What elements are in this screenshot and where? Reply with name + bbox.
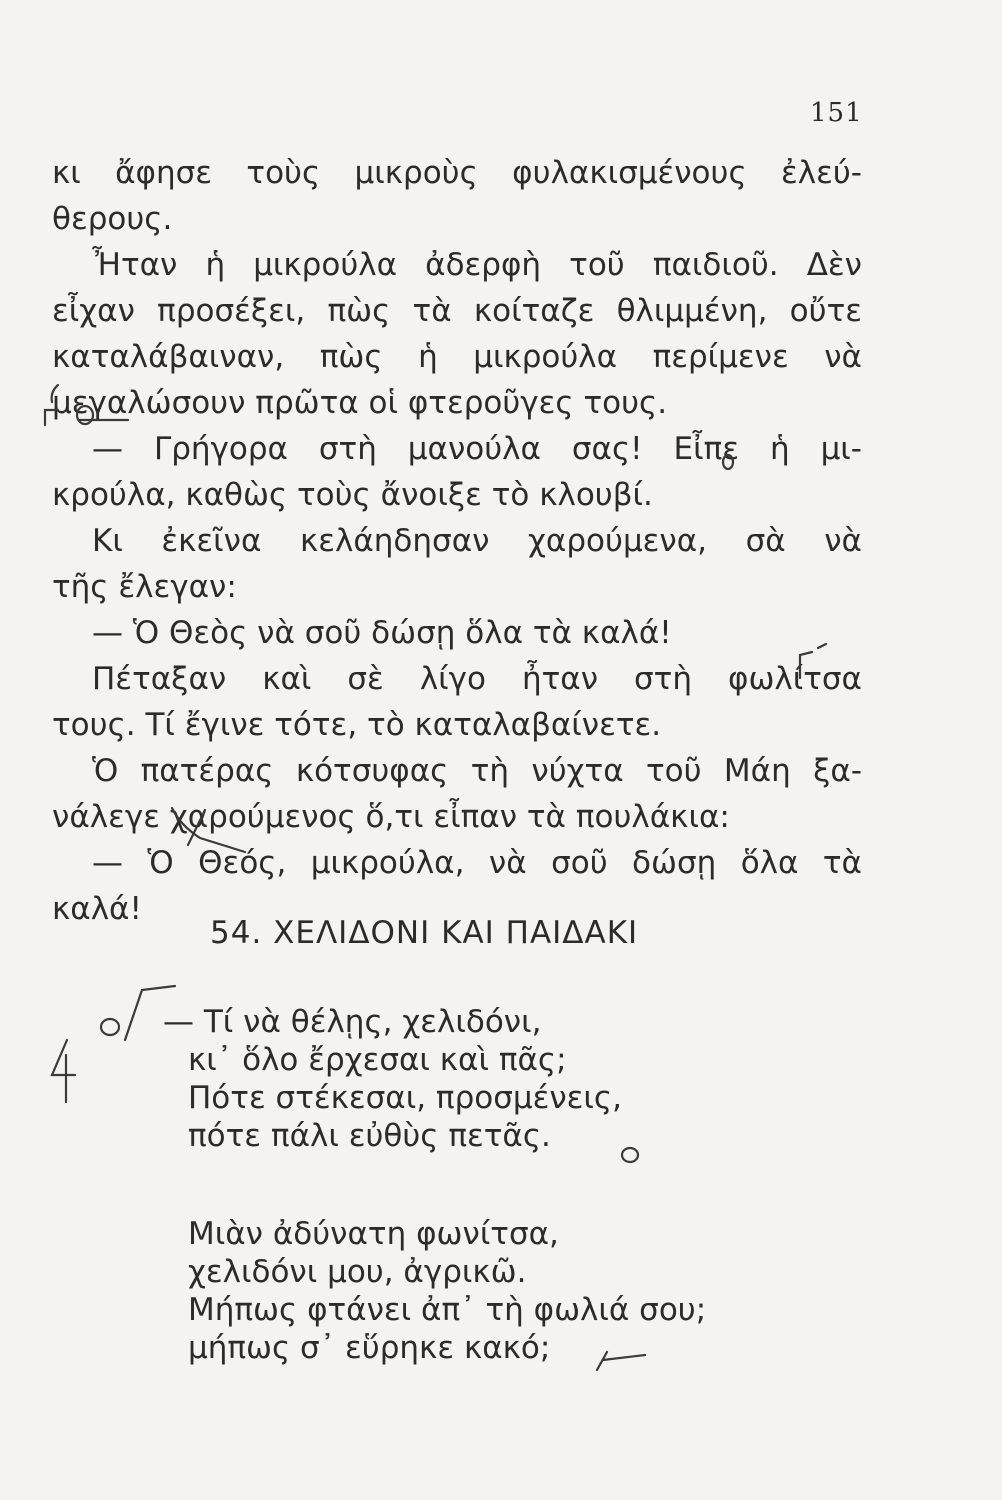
prose-line: κρούλα, καθὼς τοὺς ἄνοιξε τὸ κλουβί. [52, 477, 653, 513]
prose-line: — Γρήγορα στὴ μανούλα σας! Εἶπε ἡ μι- [92, 431, 862, 467]
poem-line: κι᾽ ὅλο ἔρχεσαι καὶ πᾶς; [188, 1042, 567, 1078]
poem-line: χελιδόνι μου, ἀγρικῶ. [188, 1254, 527, 1290]
prose-line: — Ὁ Θεός, μικρούλα, νὰ σοῦ δώσῃ ὅλα τὰ [92, 845, 862, 881]
poem-line: Μιὰν ἀδύνατη φωνίτσα, [188, 1216, 559, 1252]
pencil-mark-grade [52, 1040, 75, 1102]
prose-line: Πέταξαν καὶ σὲ λίγο ἦταν στὴ φωλίτσα [92, 661, 862, 697]
pencil-mark-o-grade [101, 1019, 119, 1035]
prose-line: Ὁ πατέρας κότσυφας τὴ νύχτα τοῦ Μάη ξα- [92, 753, 862, 789]
poem-heading: 54. ΧΕΛΙΔΟΝΙ ΚΑΙ ΠΑΙΔΑΚΙ [210, 915, 639, 951]
prose-line: κι ἄφησε τοὺς μικροὺς φυλακισμένους ἐλεύ- [52, 155, 862, 191]
prose-text [52, 150, 862, 932]
prose-line: θερους. [52, 201, 173, 237]
page-number: 151 [810, 98, 863, 128]
prose-line: — Ὁ Θεὸς νὰ σοῦ δώσῃ ὅλα τὰ καλά! [92, 615, 672, 651]
prose-line: Κι ἐκεῖνα κελάηδησαν χαρούμενα, σὰ νὰ [92, 523, 862, 559]
prose-line: Ἦταν ἡ μικρούλα ἀδερφὴ τοῦ παιδιοῦ. Δὲν [92, 247, 862, 283]
poem [163, 1003, 707, 1427]
poem-line: Πότε στέκεσαι, προσμένεις, [188, 1080, 622, 1116]
prose-line: τους. Τί ἔγινε τότε, τὸ καταλαβαίνετε. [52, 707, 662, 743]
poem-stanza-1 [163, 1003, 706, 1155]
prose-line: καταλάβαιναν, πὼς ἡ μικρούλα περίμενε νὰ [52, 339, 862, 375]
poem-line: — Τί νὰ θέλῃς, χελιδόνι, [163, 1004, 542, 1040]
poem-line: Μήπως φτάνει ἀπ᾽ τὴ φωλιά σου; [188, 1292, 707, 1328]
prose-line: εἶχαν προσέξει, πὼς τὰ κοίταζε θλιμμένη, οὔτε [52, 293, 862, 329]
prose-line: νάλεγε χαρούμενος ὅ,τι εἶπαν τὰ πουλάκια: [52, 799, 730, 835]
poem-line: μήπως σ᾽ εὕρηκε κακό; [188, 1330, 551, 1366]
poem-stanza-2 [188, 1215, 706, 1367]
prose-line: μεγαλώσουν πρῶτα οἱ φτεροῦγες τους. [52, 385, 668, 421]
prose-line: τῆς ἔλεγαν: [52, 569, 237, 605]
poem-line: πότε πάλι εὐθὺς πετᾶς. [188, 1118, 551, 1154]
prose-line: καλά! [52, 891, 142, 927]
